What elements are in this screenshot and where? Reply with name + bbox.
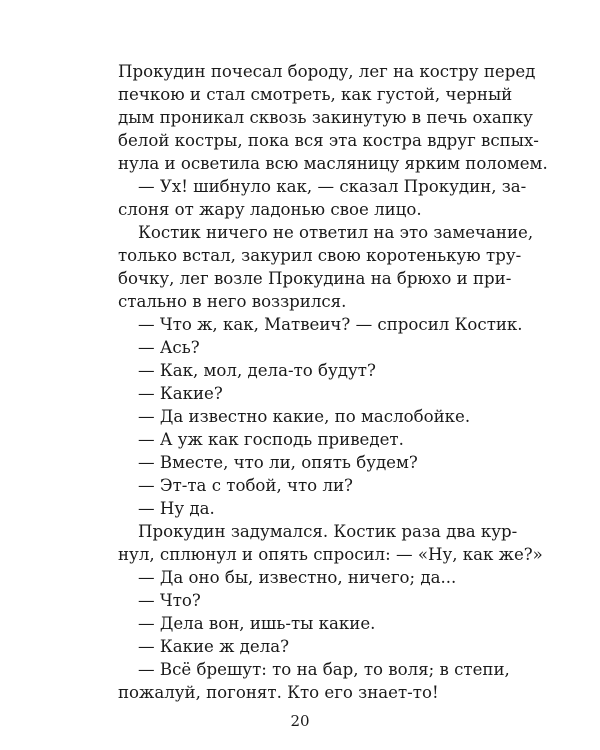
text-line: — А уж как господь приведет. <box>138 430 404 449</box>
text-line: — Что ж, как, Матвеич? — спросил Костик. <box>138 315 523 334</box>
text-line: — Какие? <box>138 384 223 403</box>
text-line: белой костры, пока вся эта костра вдруг вспых- <box>118 131 539 150</box>
text-line: — Вместе, что ли, опять будем? <box>138 453 418 472</box>
text-line: — Как, мол, дела-то будут? <box>138 361 376 380</box>
text-line: бочку, лег возле Прокудина на брюхо и при- <box>118 269 512 288</box>
text-line: — Да известно какие, по маслобойке. <box>138 407 471 426</box>
text-line: — Ась? <box>138 338 200 357</box>
text-line: — Всё брешут: то на бар, то воля; в степи, <box>138 660 510 679</box>
text-line: Костик ничего не ответил на это замечание, <box>138 223 534 242</box>
text-line: Прокудин почесал бороду, лег на костру перед <box>118 62 536 81</box>
text-line: — Дела вон, ишь-ты какие. <box>138 614 376 633</box>
text-line: — Какие ж дела? <box>138 637 290 656</box>
text-line: печкою и стал смотреть, как густой, черный <box>118 85 513 104</box>
text-line: Прокудин задумался. Костик раза два кур- <box>138 522 518 541</box>
text-line: — Что? <box>138 591 201 610</box>
text-line: пожалуй, погонят. Кто его знает-то! <box>118 683 439 702</box>
text-line: слоня от жару ладонью свое лицо. <box>118 200 422 219</box>
text-line: нул, сплюнул и опять спросил: — «Ну, как же?» <box>118 545 543 564</box>
text-line: — Эт-та с тобой, что ли? <box>138 476 353 495</box>
text-line: — Ух! шибнуло как, — сказал Прокудин, за- <box>138 177 527 196</box>
text-line: нула и осветила всю масляницу ярким поломем. <box>118 154 548 173</box>
text-line: — Да оно бы, известно, ничего; да... <box>138 568 457 587</box>
text-line: только встал, закурил свою коротенькую тру- <box>118 246 522 265</box>
page-number: 20 <box>290 712 310 730</box>
text-line: стально в него воззрился. <box>118 292 347 311</box>
text-line: дым проникал сквозь закинутую в печь охапку <box>118 108 533 127</box>
text-line: — Ну да. <box>138 499 215 518</box>
